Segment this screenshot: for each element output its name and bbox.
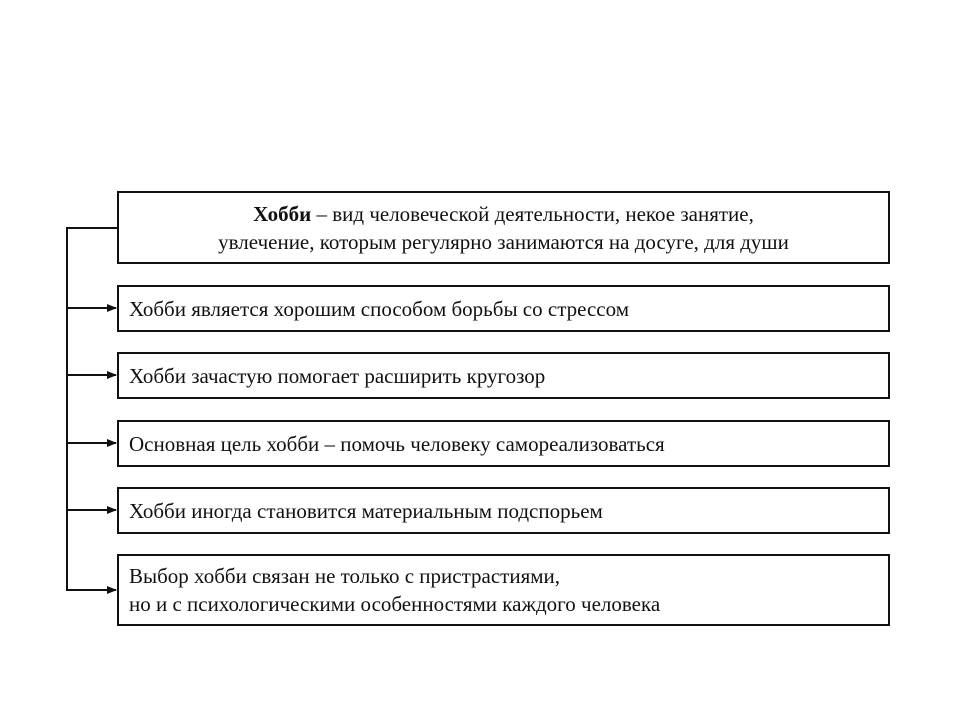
fact-text: Хобби иногда становится материальным подспорьем	[129, 498, 603, 523]
definition-term: Хобби	[253, 201, 312, 226]
fact-box-stress	[117, 285, 890, 332]
definition-box	[117, 191, 890, 264]
fact-box-self-realization	[117, 420, 890, 467]
fact-box-choice	[117, 554, 890, 626]
definition-text: – вид человеческой деятельности, некое занятие,	[311, 201, 754, 226]
fact-text-line-1: Выбор хобби связан не только с пристрастиями,	[129, 564, 561, 588]
fact-text-line-2: но и с психологическими особенностями каждого человека	[129, 592, 661, 616]
fact-text: Хобби зачастую помогает расширить кругозор	[129, 363, 546, 388]
definition-line-2: увлечение, которым регулярно занимаются на досуге, для души	[218, 229, 789, 254]
fact-text: Хобби является хорошим способом борьбы со стрессом	[129, 296, 630, 321]
fact-text: Основная цель хобби – помочь человеку самореализоваться	[129, 431, 665, 456]
definition-line-1	[129, 200, 878, 228]
fact-box-horizons	[117, 352, 890, 399]
fact-box-material-support	[117, 487, 890, 534]
